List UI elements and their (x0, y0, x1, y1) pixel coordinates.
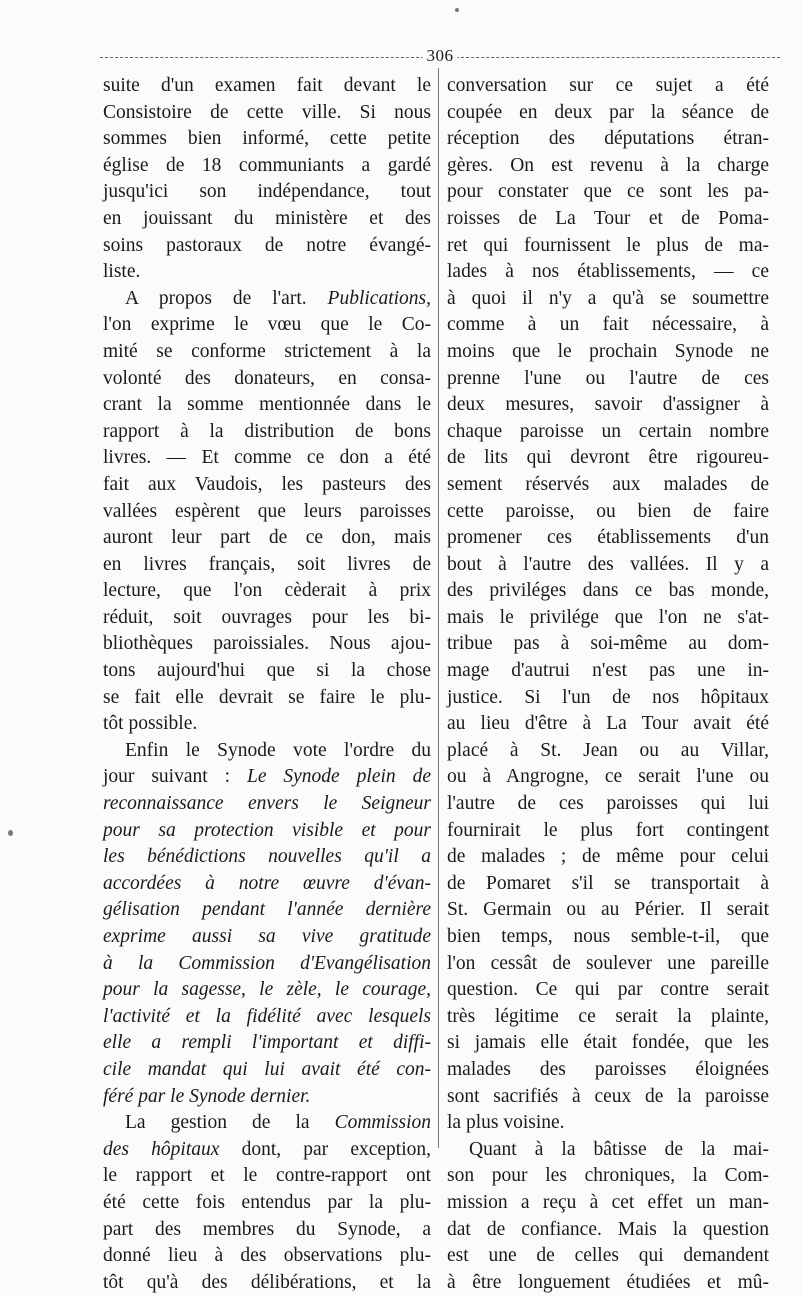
line-text: suite d'un examen fait devant le (103, 75, 431, 96)
text-line (103, 206, 431, 233)
text-line (103, 233, 431, 260)
line-text: mité se conforme strictement à la (103, 340, 431, 362)
text-line (103, 764, 431, 791)
text-line (447, 685, 769, 712)
line-text: féré par le Synode dernier. (103, 1085, 311, 1107)
line-text: St. Germain ou au Périer. Il serait (447, 899, 769, 921)
text-line (103, 685, 431, 712)
text-line (447, 977, 769, 1004)
line-text: pour constater que ce sont les pa- (447, 181, 769, 203)
line-text: réception des députations étran- (447, 128, 769, 150)
line-text: en jouissant du ministère et des (103, 207, 431, 229)
text-line (103, 1057, 431, 1084)
line-text: mais le privilége que l'on ne s'at- (447, 606, 769, 628)
text-line (103, 951, 431, 978)
text-line (447, 1030, 769, 1057)
text-line (103, 392, 431, 419)
line-text: jusqu'ici son indépendance, tout (103, 181, 431, 203)
text-line (447, 605, 769, 632)
text-line (103, 339, 431, 366)
line-text: sont sacrifiés à ceux de la paroisse (447, 1085, 769, 1107)
text-line (103, 259, 431, 286)
text-line (447, 392, 769, 419)
text-line (103, 100, 431, 127)
line-text: exprime aussi sa vive gratitude (103, 926, 431, 947)
text-line (447, 1004, 769, 1031)
right-column (447, 73, 769, 1296)
line-text: cette paroisse, ou bien de faire (447, 500, 769, 522)
line-text: donné lieu à des observations plu- (103, 1245, 431, 1267)
line-text: deux mesures, savoir d'assigner à (447, 394, 769, 416)
text-line (447, 1057, 769, 1084)
text-line (447, 259, 769, 286)
line-italic-text: Le Synode plein de (246, 766, 431, 788)
text-line (103, 1270, 431, 1296)
line-text: bout à l'autre des vallées. Il y a (447, 553, 769, 575)
line-text: malades des paroisses éloignées (447, 1058, 769, 1080)
line-italic-text: Commission (334, 1112, 431, 1134)
line-text: son pour les chroniques, la Com- (447, 1165, 769, 1187)
text-line (447, 286, 769, 313)
text-line (447, 1217, 769, 1244)
text-line (103, 445, 431, 472)
line-text: crant la somme mentionnée dans le (103, 394, 431, 416)
text-line (103, 1004, 431, 1031)
line-text: tribue pas à soi-même au dom- (447, 633, 769, 655)
text-line (447, 153, 769, 180)
column-divider (438, 68, 439, 1148)
line-text: fait aux Vaudois, les pasteurs des (103, 473, 431, 495)
text-line (103, 1163, 431, 1190)
text-line (103, 818, 431, 845)
text-line (103, 552, 431, 579)
text-line (447, 1270, 769, 1296)
text-line (447, 445, 769, 472)
text-line (447, 791, 769, 818)
text-line (447, 472, 769, 499)
line-text: liste. (103, 261, 141, 283)
line-text: promener ces établissements d'un (447, 527, 769, 549)
text-line (447, 73, 769, 100)
line-text: l'autre de ces paroisses qui lui (447, 793, 769, 815)
line-text: rapport à la distribution de bons (103, 420, 431, 442)
text-line (447, 525, 769, 552)
text-line (103, 1084, 431, 1111)
line-text: en livres français, soit livres de (103, 553, 431, 575)
text-line (447, 1084, 769, 1111)
line-text: tôt possible. (103, 713, 198, 735)
line-text: part des membres du Synode, a (103, 1218, 431, 1240)
text-line (447, 951, 769, 978)
text-line (447, 764, 769, 791)
line-text: église de 18 communiants a gardé (103, 154, 431, 176)
text-line (103, 711, 431, 738)
line-text: lades à nos établissements, — ce (447, 261, 769, 283)
text-line (447, 1137, 769, 1164)
text-line (103, 1243, 431, 1270)
text-line (103, 578, 431, 605)
line-text: au lieu d'être à La Tour avait été (447, 713, 769, 735)
line-text: cile mandat qui lui avait été con- (103, 1058, 431, 1080)
line-text: de Pomaret s'il se transportait à (447, 872, 769, 894)
line-text: l'activité et la fidélité avec lesquels (103, 1005, 431, 1027)
text-line (447, 897, 769, 924)
text-line (447, 738, 769, 765)
text-line (447, 924, 769, 951)
page-header (100, 46, 780, 66)
text-line (447, 419, 769, 446)
line-text: bliothèques paroissiales. Nous ajou- (103, 633, 431, 655)
line-rest-text: dont, par exception, (219, 1138, 432, 1160)
text-line (103, 871, 431, 898)
text-line (103, 1217, 431, 1244)
line-text: livres. — Et comme ce don a été (103, 447, 431, 469)
text-line (447, 499, 769, 526)
text-line (103, 605, 431, 632)
line-text: les bénédictions nouvelles qu'il a (103, 846, 431, 868)
line-text: à la Commission d'Evangélisation (103, 952, 431, 974)
line-text: sommes bien informé, cette petite (103, 128, 431, 150)
text-line (103, 312, 431, 339)
text-line (103, 1110, 431, 1137)
text-line (447, 126, 769, 153)
page-number: 306 (423, 46, 458, 66)
line-text: l'on cessât de soulever une pareille (447, 952, 769, 974)
line-text: justice. Si l'un de nos hôpitaux (447, 686, 769, 708)
scan-speck (455, 8, 459, 12)
line-text: gélisation pendant l'année dernière (103, 899, 431, 921)
line-text: chaque paroisse un certain nombre (447, 420, 769, 442)
line-text: volonté des donateurs, en consa- (103, 367, 431, 389)
text-line (103, 179, 431, 206)
line-text: très légitime ce serait la plainte, (447, 1005, 769, 1027)
text-line (103, 631, 431, 658)
text-line (103, 897, 431, 924)
line-text: prenne l'une ou l'autre de ces (447, 367, 769, 389)
text-line (103, 472, 431, 499)
text-line (447, 233, 769, 260)
line-text: été cette fois entendus par la plu- (103, 1191, 431, 1213)
line-text: mage d'autrui n'est pas une in- (447, 660, 769, 682)
text-line (447, 844, 769, 871)
text-line (103, 153, 431, 180)
text-line (447, 1243, 769, 1270)
line-text: sement réservés aux malades de (447, 473, 769, 495)
text-line (447, 339, 769, 366)
text-line (103, 844, 431, 871)
line-text: à quoi il n'y a qu'à se soumettre (447, 287, 769, 309)
line-text: A propos de l'art. (125, 287, 328, 309)
line-text: Quant à la bâtisse de la mai- (469, 1138, 769, 1160)
line-text: La gestion de la (125, 1112, 335, 1134)
line-text: comme à un fait nécessaire, à (447, 314, 769, 336)
text-line (447, 871, 769, 898)
line-text: ou à Angrogne, ce serait l'une ou (447, 766, 769, 788)
text-line (447, 206, 769, 233)
line-text: auront leur part de ce don, mais (103, 527, 431, 549)
text-line (103, 977, 431, 1004)
line-text: Consistoire de cette ville. Si nous (103, 101, 431, 123)
text-line (103, 499, 431, 526)
text-line (447, 312, 769, 339)
text-line (103, 126, 431, 153)
line-text: coupée en deux par la séance de (447, 101, 769, 123)
line-text: ret qui fournissent le plus de ma- (447, 234, 769, 256)
line-text: des hôpitaux (103, 1138, 220, 1160)
line-text: gères. On est revenu à la charge (447, 154, 769, 176)
line-text: le rapport et le contre-rapport ont (103, 1165, 431, 1187)
line-text: pour la sagesse, le zèle, le courage, (103, 979, 431, 1001)
text-line (103, 286, 431, 313)
line-text: de lits qui devront être rigoureu- (447, 447, 769, 469)
line-text: conversation sur ce sujet a été (447, 75, 769, 96)
text-line (103, 1137, 431, 1164)
text-line (103, 658, 431, 685)
line-text: reconnaissance envers le Seigneur (103, 793, 431, 815)
line-text: bien temps, nous semble-t-il, que (447, 926, 769, 947)
scan-speck (8, 830, 13, 836)
left-column (103, 73, 431, 1296)
text-line (447, 552, 769, 579)
line-text: se fait elle devrait se faire le plu- (103, 686, 431, 708)
line-italic-text: Publications, (327, 287, 431, 309)
line-text: accordées à notre œuvre d'évan- (103, 872, 431, 894)
text-line (103, 924, 431, 951)
line-text: vallées espèrent que leurs paroisses (103, 500, 431, 522)
line-text: roisses de La Tour et de Poma- (447, 207, 769, 229)
line-text: de malades ; de même pour celui (447, 846, 769, 868)
line-text: la plus voisine. (447, 1112, 565, 1134)
text-line (103, 1030, 431, 1057)
line-text: fournirait le plus fort contingent (447, 819, 769, 841)
text-line (103, 366, 431, 393)
line-text: elle a rempli l'important et diffi- (103, 1032, 431, 1054)
line-text: tons aujourd'hui que si la chose (103, 660, 431, 682)
text-line (447, 578, 769, 605)
line-text: jour suivant : (103, 766, 247, 788)
text-line (447, 1163, 769, 1190)
line-text: soins pastoraux de notre évangé- (103, 234, 431, 256)
text-line (103, 419, 431, 446)
line-text: pour sa protection visible et pour (103, 819, 431, 841)
text-line (447, 658, 769, 685)
line-text: dat de confiance. Mais la question (447, 1218, 769, 1240)
text-line (447, 179, 769, 206)
line-text: des priviléges dans ce bas monde, (447, 580, 769, 602)
text-line (447, 100, 769, 127)
text-line (447, 1110, 769, 1137)
text-line (103, 738, 431, 765)
line-text: question. Ce qui par contre serait (447, 979, 769, 1001)
text-line (447, 366, 769, 393)
text-line (103, 791, 431, 818)
line-text: lecture, que l'on cèderait à prix (103, 580, 431, 602)
line-text: est une de celles qui demandent (447, 1245, 769, 1267)
line-text: si jamais elle était fondée, que les (447, 1032, 769, 1054)
text-line (103, 73, 431, 100)
line-text: tôt qu'à des délibérations, et la (103, 1271, 431, 1293)
line-text: mission a reçu à cet effet un man- (447, 1191, 769, 1213)
text-line (447, 711, 769, 738)
line-text: placé à St. Jean ou au Villar, (447, 739, 769, 761)
line-text: à être longuement étudiées et mû- (447, 1271, 769, 1293)
text-line (103, 525, 431, 552)
line-text: réduit, soit ouvrages pour les bi- (103, 606, 431, 628)
text-line (447, 818, 769, 845)
line-text: moins que le prochain Synode ne (447, 340, 769, 362)
text-line (447, 631, 769, 658)
line-text: Enfin le Synode vote l'ordre du (125, 739, 431, 761)
line-text: l'on exprime le vœu que le Co- (103, 314, 431, 336)
